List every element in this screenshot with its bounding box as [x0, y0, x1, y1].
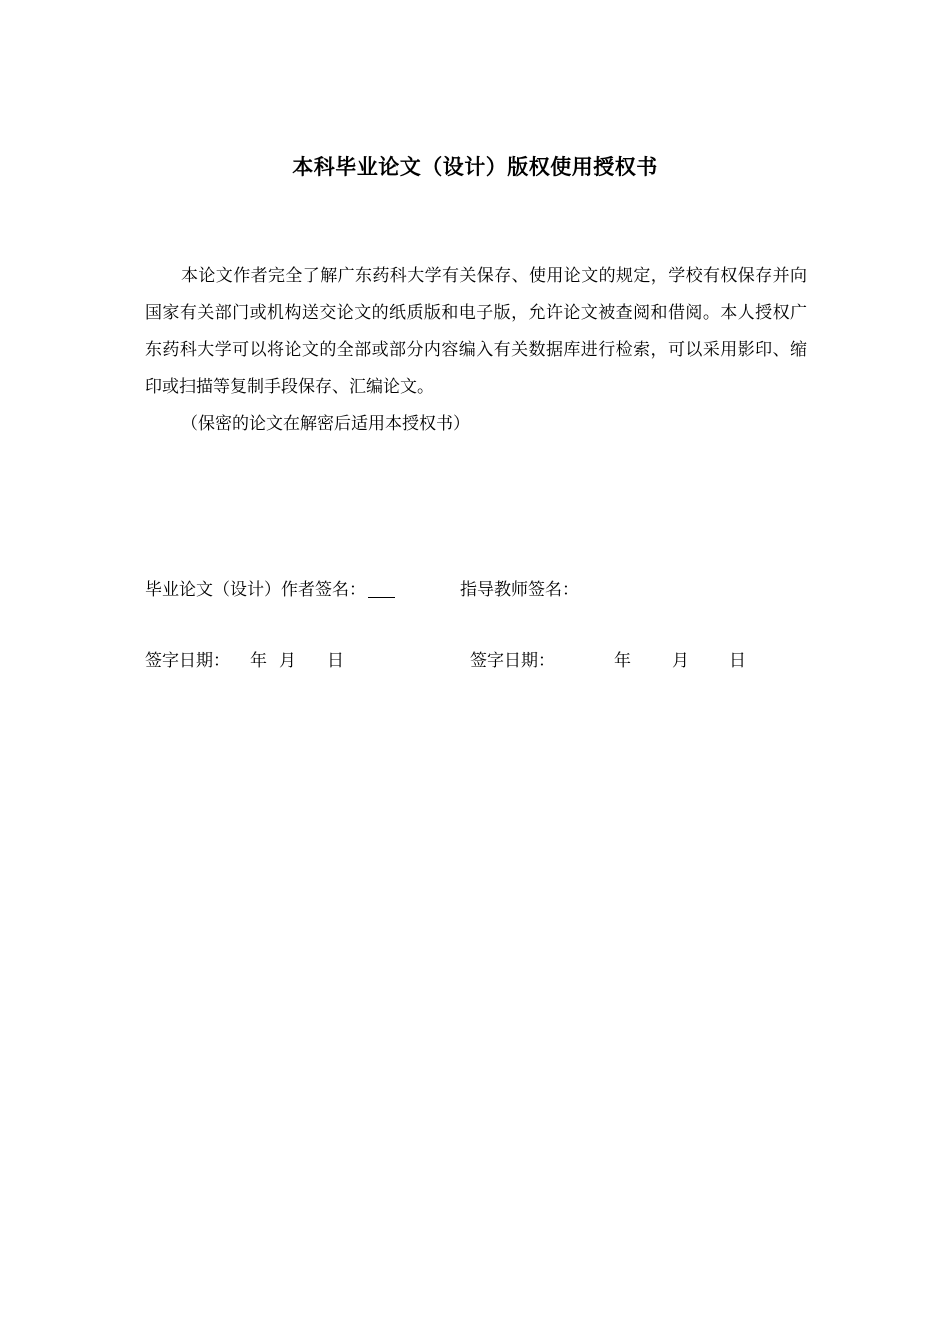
author-date-day: 日 [327, 651, 344, 671]
advisor-signature-line [460, 575, 579, 605]
author-date-month: 月 [279, 651, 296, 671]
advisor-date-day: 日 [729, 651, 746, 671]
author-date-label: 签字日期： [145, 651, 230, 671]
author-date-year: 年 [250, 651, 267, 671]
advisor-signature-label: 指导教师签名： [460, 580, 579, 600]
advisor-date-year: 年 [614, 651, 631, 671]
author-signature-label: 毕业论文（设计）作者签名： [145, 580, 366, 600]
authorization-paragraph: 本论文作者完全了解广东药科大学有关保存、使用论文的规定，学校有权保存并向国家有关部门或机构送交论文的纸质版和电子版，允许论文被查阅和借阅。本人授权广东药科大学可以将论文的全部或部分内容编入有关数据库进行检索，可以采用影印、缩印或扫描等复制手段保存、汇编论文。 [145, 266, 807, 397]
advisor-date-month: 月 [672, 651, 689, 671]
author-signature-blank[interactable] [368, 577, 395, 598]
author-signature-line [145, 575, 395, 605]
document-title: 本科毕业论文（设计）版权使用授权书 [292, 155, 658, 179]
advisor-date-label: 签字日期： [470, 651, 555, 671]
confidential-note: （保密的论文在解密后适用本授权书） [181, 414, 470, 434]
